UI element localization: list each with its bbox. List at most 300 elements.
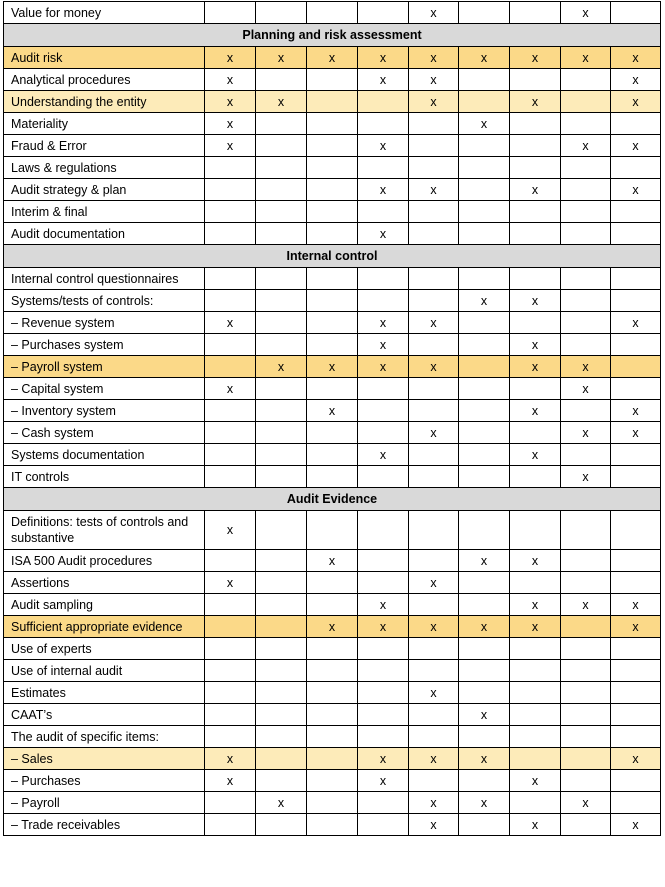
empty-cell (611, 511, 661, 550)
empty-cell (205, 550, 256, 572)
table-row (4, 223, 661, 245)
coverage-mark: x (459, 550, 510, 572)
empty-cell (510, 201, 561, 223)
coverage-mark: x (358, 444, 409, 466)
empty-cell (256, 400, 307, 422)
coverage-mark: x (409, 682, 459, 704)
empty-cell (409, 466, 459, 488)
empty-cell (561, 726, 611, 748)
empty-cell (205, 704, 256, 726)
empty-cell (307, 223, 358, 245)
empty-cell (510, 223, 561, 245)
coverage-mark: x (256, 47, 307, 69)
coverage-mark: x (510, 290, 561, 312)
topic-label: – Inventory system (4, 400, 205, 422)
topic-label: – Payroll system (4, 356, 205, 378)
empty-cell (205, 682, 256, 704)
coverage-mark: x (307, 400, 358, 422)
empty-cell (256, 69, 307, 91)
empty-cell (561, 201, 611, 223)
empty-cell (611, 770, 661, 792)
empty-cell (256, 511, 307, 550)
empty-cell (256, 616, 307, 638)
table-row (4, 201, 661, 223)
empty-cell (256, 378, 307, 400)
empty-cell (358, 268, 409, 290)
empty-cell (358, 290, 409, 312)
coverage-mark: x (510, 814, 561, 836)
coverage-mark: x (561, 594, 611, 616)
topic-label: Use of internal audit (4, 660, 205, 682)
empty-cell (510, 268, 561, 290)
empty-cell (459, 201, 510, 223)
empty-cell (510, 135, 561, 157)
empty-cell (409, 511, 459, 550)
empty-cell (256, 113, 307, 135)
empty-cell (459, 444, 510, 466)
coverage-mark: x (358, 748, 409, 770)
empty-cell (307, 312, 358, 334)
empty-cell (510, 157, 561, 179)
empty-cell (256, 422, 307, 444)
empty-cell (358, 704, 409, 726)
empty-cell (510, 113, 561, 135)
table-row (4, 47, 661, 69)
empty-cell (459, 466, 510, 488)
empty-cell (611, 466, 661, 488)
empty-cell (611, 2, 661, 24)
empty-cell (256, 201, 307, 223)
section-header-row (4, 24, 661, 47)
empty-cell (459, 682, 510, 704)
empty-cell (611, 334, 661, 356)
coverage-mark: x (561, 47, 611, 69)
empty-cell (459, 594, 510, 616)
empty-cell (459, 378, 510, 400)
empty-cell (256, 179, 307, 201)
topic-label: Audit strategy & plan (4, 179, 205, 201)
empty-cell (256, 223, 307, 245)
coverage-mark: x (358, 770, 409, 792)
empty-cell (510, 748, 561, 770)
table-row (4, 422, 661, 444)
topic-label: Materiality (4, 113, 205, 135)
empty-cell (611, 682, 661, 704)
empty-cell (611, 638, 661, 660)
topic-label: – Capital system (4, 378, 205, 400)
empty-cell (510, 792, 561, 814)
empty-cell (409, 444, 459, 466)
empty-cell (205, 422, 256, 444)
coverage-mark: x (459, 748, 510, 770)
coverage-mark: x (459, 290, 510, 312)
coverage-mark: x (459, 616, 510, 638)
table-row (4, 135, 661, 157)
coverage-mark: x (409, 179, 459, 201)
empty-cell (205, 157, 256, 179)
table-row (4, 290, 661, 312)
table-row (4, 726, 661, 748)
coverage-mark: x (358, 356, 409, 378)
table-row (4, 378, 661, 400)
empty-cell (561, 638, 611, 660)
coverage-mark: x (205, 47, 256, 69)
table-row (4, 770, 661, 792)
empty-cell (459, 726, 510, 748)
empty-cell (205, 638, 256, 660)
coverage-mark: x (205, 69, 256, 91)
table-row (4, 268, 661, 290)
coverage-mark: x (611, 179, 661, 201)
empty-cell (358, 638, 409, 660)
empty-cell (409, 770, 459, 792)
empty-cell (409, 378, 459, 400)
coverage-mark: x (409, 2, 459, 24)
table-row (4, 444, 661, 466)
coverage-mark: x (358, 312, 409, 334)
topic-label: – Sales (4, 748, 205, 770)
empty-cell (256, 770, 307, 792)
table-row (4, 792, 661, 814)
topic-coverage-table (3, 1, 661, 836)
topic-label: Audit documentation (4, 223, 205, 245)
empty-cell (307, 572, 358, 594)
empty-cell (256, 682, 307, 704)
empty-cell (307, 2, 358, 24)
empty-cell (256, 466, 307, 488)
table-row (4, 2, 661, 24)
empty-cell (459, 814, 510, 836)
table-row (4, 466, 661, 488)
empty-cell (561, 157, 611, 179)
coverage-mark: x (611, 400, 661, 422)
empty-cell (561, 444, 611, 466)
topic-label: Laws & regulations (4, 157, 205, 179)
coverage-mark: x (409, 748, 459, 770)
empty-cell (307, 113, 358, 135)
empty-cell (561, 223, 611, 245)
empty-cell (510, 726, 561, 748)
empty-cell (409, 704, 459, 726)
empty-cell (459, 91, 510, 113)
empty-cell (510, 378, 561, 400)
empty-cell (459, 268, 510, 290)
empty-cell (561, 748, 611, 770)
empty-cell (307, 792, 358, 814)
empty-cell (256, 726, 307, 748)
topic-label: CAAT’s (4, 704, 205, 726)
section-title: Planning and risk assessment (4, 24, 661, 47)
empty-cell (459, 179, 510, 201)
coverage-mark: x (561, 135, 611, 157)
empty-cell (561, 179, 611, 201)
empty-cell (307, 378, 358, 400)
empty-cell (307, 135, 358, 157)
empty-cell (561, 572, 611, 594)
table-row (4, 638, 661, 660)
empty-cell (611, 201, 661, 223)
empty-cell (256, 290, 307, 312)
coverage-mark: x (205, 378, 256, 400)
empty-cell (611, 572, 661, 594)
empty-cell (611, 113, 661, 135)
coverage-mark: x (510, 550, 561, 572)
empty-cell (307, 770, 358, 792)
topic-label: Understanding the entity (4, 91, 205, 113)
coverage-mark: x (358, 223, 409, 245)
topic-label: The audit of specific items: (4, 726, 205, 748)
topic-label: Systems/tests of controls: (4, 290, 205, 312)
coverage-mark: x (205, 312, 256, 334)
coverage-mark: x (409, 814, 459, 836)
empty-cell (358, 682, 409, 704)
coverage-mark: x (561, 422, 611, 444)
section-header-row (4, 245, 661, 268)
table-row (4, 312, 661, 334)
empty-cell (256, 268, 307, 290)
empty-cell (358, 157, 409, 179)
table-row (4, 400, 661, 422)
empty-cell (510, 638, 561, 660)
table-row (4, 91, 661, 113)
topic-label: Interim & final (4, 201, 205, 223)
empty-cell (409, 290, 459, 312)
empty-cell (561, 290, 611, 312)
empty-cell (205, 334, 256, 356)
empty-cell (358, 201, 409, 223)
empty-cell (205, 616, 256, 638)
topic-label: Definitions: tests of controls and substantive (4, 511, 205, 550)
empty-cell (409, 201, 459, 223)
coverage-mark: x (307, 616, 358, 638)
empty-cell (256, 748, 307, 770)
empty-cell (459, 69, 510, 91)
coverage-mark: x (510, 616, 561, 638)
empty-cell (510, 422, 561, 444)
empty-cell (510, 312, 561, 334)
empty-cell (205, 660, 256, 682)
coverage-mark: x (561, 2, 611, 24)
empty-cell (307, 290, 358, 312)
empty-cell (510, 660, 561, 682)
coverage-mark: x (409, 572, 459, 594)
table-row (4, 572, 661, 594)
table-row (4, 179, 661, 201)
coverage-mark: x (611, 422, 661, 444)
empty-cell (561, 400, 611, 422)
empty-cell (205, 726, 256, 748)
empty-cell (611, 268, 661, 290)
empty-cell (358, 550, 409, 572)
empty-cell (205, 201, 256, 223)
empty-cell (358, 378, 409, 400)
empty-cell (205, 814, 256, 836)
empty-cell (307, 422, 358, 444)
coverage-mark: x (611, 91, 661, 113)
coverage-mark: x (358, 594, 409, 616)
coverage-mark: x (358, 135, 409, 157)
topic-label: – Trade receivables (4, 814, 205, 836)
empty-cell (307, 660, 358, 682)
topic-label: Audit risk (4, 47, 205, 69)
empty-cell (307, 748, 358, 770)
coverage-mark: x (510, 356, 561, 378)
topic-label: Sufficient appropriate evidence (4, 616, 205, 638)
topic-label: – Cash system (4, 422, 205, 444)
coverage-mark: x (307, 47, 358, 69)
empty-cell (409, 334, 459, 356)
topic-label: Audit sampling (4, 594, 205, 616)
coverage-mark: x (409, 616, 459, 638)
table-row (4, 113, 661, 135)
empty-cell (205, 290, 256, 312)
coverage-mark: x (358, 616, 409, 638)
topic-label: Fraud & Error (4, 135, 205, 157)
empty-cell (561, 660, 611, 682)
empty-cell (409, 135, 459, 157)
topic-label: Systems documentation (4, 444, 205, 466)
coverage-mark: x (205, 135, 256, 157)
table-row (4, 69, 661, 91)
empty-cell (256, 334, 307, 356)
empty-cell (409, 726, 459, 748)
coverage-mark: x (611, 748, 661, 770)
coverage-mark: x (409, 69, 459, 91)
empty-cell (611, 223, 661, 245)
empty-cell (459, 572, 510, 594)
empty-cell (358, 91, 409, 113)
empty-cell (459, 638, 510, 660)
empty-cell (561, 814, 611, 836)
empty-cell (307, 466, 358, 488)
coverage-mark: x (510, 400, 561, 422)
coverage-mark: x (205, 113, 256, 135)
empty-cell (205, 356, 256, 378)
empty-cell (611, 356, 661, 378)
empty-cell (409, 223, 459, 245)
empty-cell (409, 594, 459, 616)
empty-cell (307, 157, 358, 179)
empty-cell (256, 550, 307, 572)
empty-cell (459, 660, 510, 682)
coverage-mark: x (611, 69, 661, 91)
empty-cell (307, 334, 358, 356)
coverage-mark: x (409, 312, 459, 334)
empty-cell (256, 572, 307, 594)
empty-cell (409, 268, 459, 290)
table-row (4, 660, 661, 682)
empty-cell (358, 792, 409, 814)
empty-cell (256, 444, 307, 466)
empty-cell (256, 704, 307, 726)
empty-cell (205, 594, 256, 616)
section-title: Audit Evidence (4, 488, 661, 511)
empty-cell (459, 356, 510, 378)
coverage-mark: x (256, 356, 307, 378)
empty-cell (561, 312, 611, 334)
empty-cell (256, 594, 307, 616)
topic-label: Internal control questionnaires (4, 268, 205, 290)
empty-cell (205, 400, 256, 422)
topic-label: – Revenue system (4, 312, 205, 334)
empty-cell (307, 814, 358, 836)
empty-cell (307, 594, 358, 616)
empty-cell (307, 511, 358, 550)
coverage-mark: x (611, 47, 661, 69)
empty-cell (611, 660, 661, 682)
empty-cell (611, 550, 661, 572)
coverage-mark: x (510, 594, 561, 616)
empty-cell (307, 201, 358, 223)
empty-cell (358, 660, 409, 682)
empty-cell (561, 69, 611, 91)
empty-cell (611, 704, 661, 726)
empty-cell (307, 704, 358, 726)
table-row (4, 704, 661, 726)
coverage-mark: x (205, 748, 256, 770)
empty-cell (561, 704, 611, 726)
empty-cell (561, 91, 611, 113)
empty-cell (611, 157, 661, 179)
coverage-mark: x (358, 47, 409, 69)
empty-cell (307, 726, 358, 748)
empty-cell (459, 511, 510, 550)
empty-cell (611, 290, 661, 312)
topic-label: ISA 500 Audit procedures (4, 550, 205, 572)
empty-cell (409, 638, 459, 660)
coverage-mark: x (561, 466, 611, 488)
empty-cell (256, 814, 307, 836)
empty-cell (510, 69, 561, 91)
coverage-mark: x (510, 444, 561, 466)
empty-cell (205, 179, 256, 201)
empty-cell (205, 2, 256, 24)
empty-cell (205, 444, 256, 466)
empty-cell (459, 157, 510, 179)
empty-cell (256, 135, 307, 157)
table-row (4, 748, 661, 770)
empty-cell (358, 814, 409, 836)
coverage-mark: x (358, 69, 409, 91)
empty-cell (510, 2, 561, 24)
coverage-mark: x (611, 135, 661, 157)
topic-label: Analytical procedures (4, 69, 205, 91)
coverage-mark: x (510, 334, 561, 356)
empty-cell (409, 157, 459, 179)
empty-cell (510, 466, 561, 488)
empty-cell (358, 400, 409, 422)
table-row (4, 682, 661, 704)
empty-cell (358, 572, 409, 594)
empty-cell (459, 223, 510, 245)
table-row (4, 511, 661, 550)
coverage-mark: x (307, 550, 358, 572)
coverage-mark: x (205, 91, 256, 113)
empty-cell (307, 444, 358, 466)
coverage-mark: x (205, 511, 256, 550)
empty-cell (459, 2, 510, 24)
empty-cell (561, 770, 611, 792)
coverage-mark: x (611, 594, 661, 616)
empty-cell (611, 444, 661, 466)
empty-cell (307, 638, 358, 660)
empty-cell (459, 400, 510, 422)
table-body (4, 2, 661, 836)
coverage-mark: x (409, 792, 459, 814)
empty-cell (307, 69, 358, 91)
empty-cell (561, 511, 611, 550)
empty-cell (205, 466, 256, 488)
